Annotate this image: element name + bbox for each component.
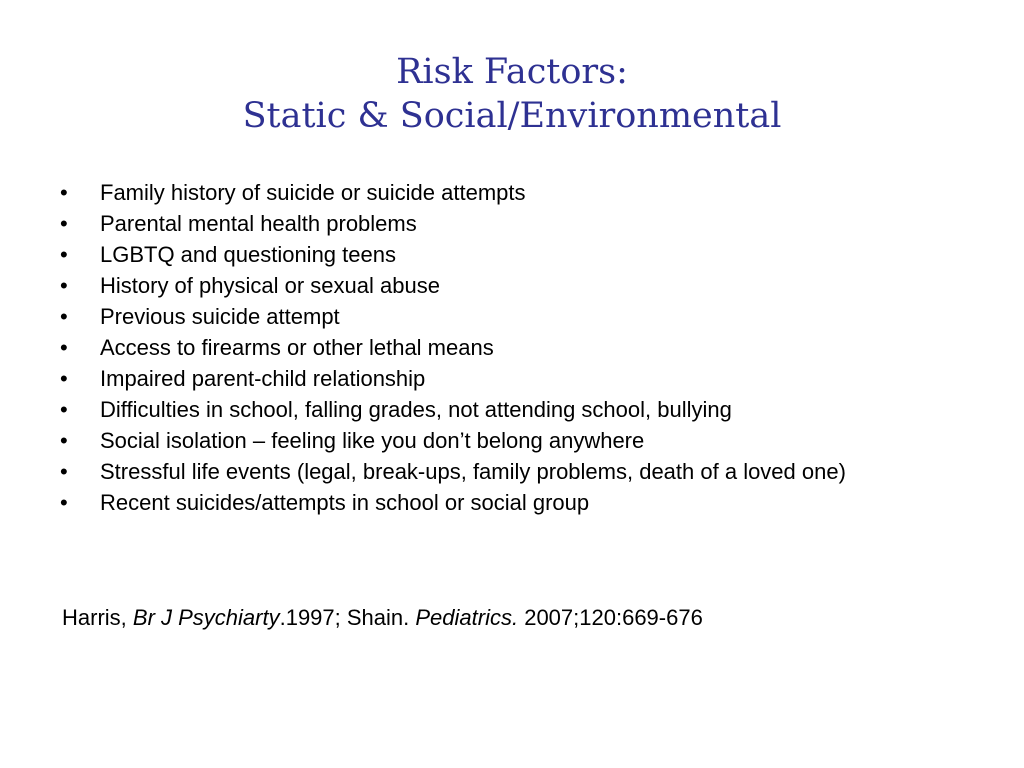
list-item [60,366,960,391]
list-item-text: Access to firearms or other lethal means [100,335,494,360]
list-item [60,211,960,236]
citation-volume-pages: 2007;120:669-676 [518,605,703,630]
slide-title-line-2: Static & Social/Environmental [242,96,782,136]
bullet-icon: • [60,180,68,205]
list-item-text: Social isolation – feeling like you don’t belong anywhere [100,428,645,453]
slide-title [0,50,1024,138]
list-item-text: Impaired parent-child relationship [100,366,426,391]
list-item [60,242,960,267]
risk-factor-list [60,180,960,521]
bullet-icon: • [60,428,68,453]
bullet-icon: • [60,366,68,391]
list-item [60,490,960,515]
citation-journal-2: Pediatrics. [415,605,519,630]
slide-title-line-1: Risk Factors: [396,52,628,92]
citation-author-1: Harris, [62,605,133,630]
citation-year-author-2: .1997; Shain. [279,605,416,630]
list-item-text: Previous suicide attempt [100,304,340,329]
bullet-icon: • [60,459,68,484]
list-item [60,428,960,453]
bullet-icon: • [60,211,68,236]
list-item-text: LGBTQ and questioning teens [100,242,396,267]
list-item-text: Stressful life events (legal, break-ups, family problems, death of a loved one) [100,459,846,484]
list-item [60,273,960,298]
list-item-text: Recent suicides/attempts in school or social group [100,490,590,515]
list-item [60,180,960,205]
list-item [60,397,960,422]
citation-journal-1: Br J Psychiarty [132,605,280,630]
bullet-icon: • [60,304,68,329]
bullet-icon: • [60,335,68,360]
list-item-text: Family history of suicide or suicide attempts [100,180,526,205]
bullet-icon: • [60,273,68,298]
list-item-text: Difficulties in school, falling grades, not attending school, bullying [100,397,732,422]
bullet-icon: • [60,242,68,267]
list-item [60,459,960,484]
bullet-icon: • [60,397,68,422]
list-item [60,304,960,329]
list-item-text: Parental mental health problems [100,211,417,236]
list-item [60,335,960,360]
bullet-icon: • [60,490,68,515]
citation [62,605,962,631]
list-item-text: History of physical or sexual abuse [100,273,440,298]
